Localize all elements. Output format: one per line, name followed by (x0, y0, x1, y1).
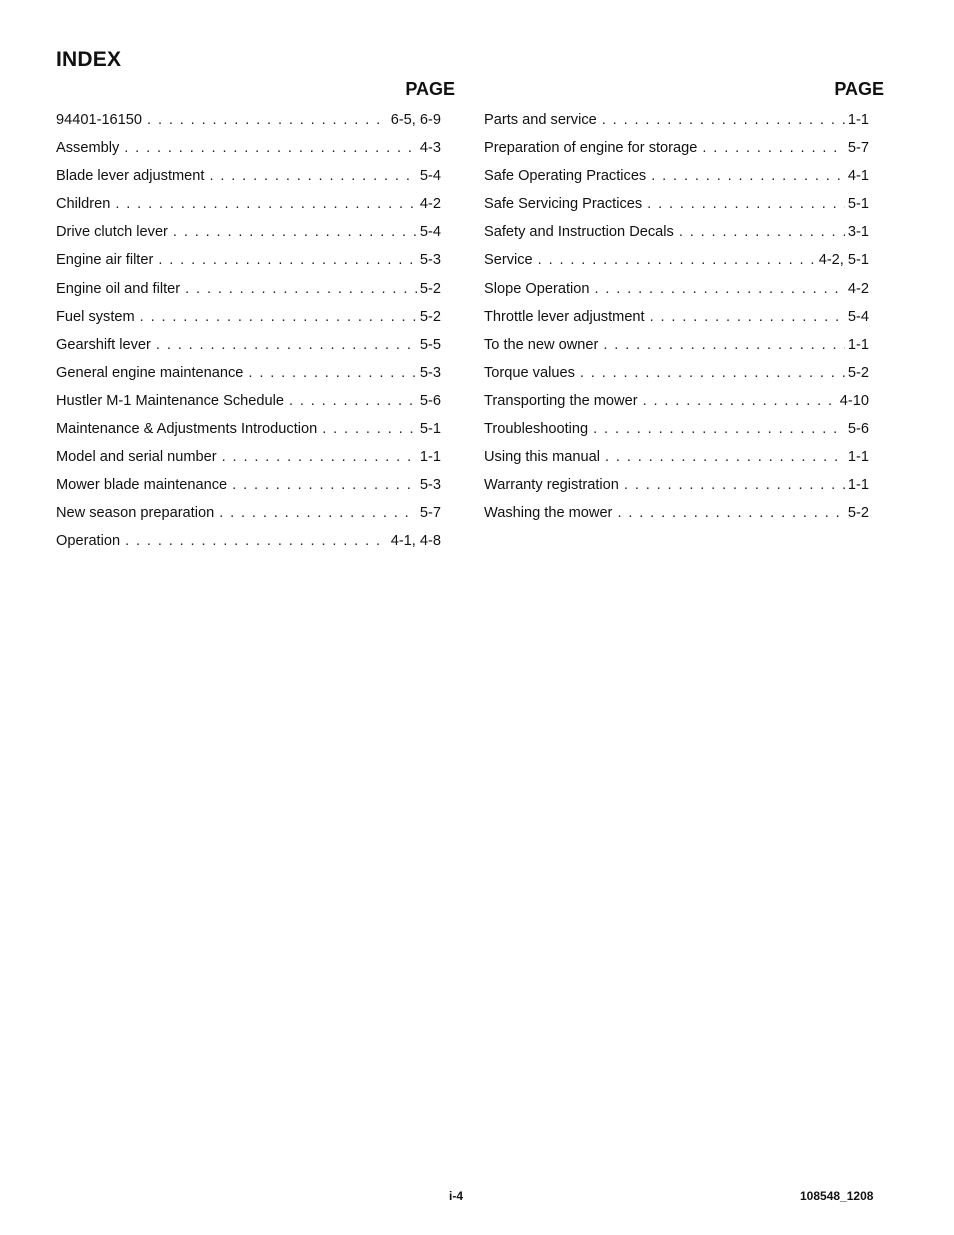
index-term: Engine oil and filter (56, 280, 181, 297)
dot-leader (140, 303, 417, 331)
index-entry (484, 387, 869, 415)
index-page-ref: 4-3 (419, 140, 441, 157)
index-entry (484, 303, 869, 331)
index-term: Operation (56, 533, 121, 550)
index-column-right (484, 78, 884, 527)
index-page-ref: 5-4 (419, 224, 441, 241)
index-term: Gearshift lever (56, 336, 151, 353)
index-page-ref: 5-2 (847, 505, 869, 522)
index-page-ref: 5-2 (419, 308, 441, 325)
dot-leader (173, 218, 417, 246)
index-term: To the new owner (484, 336, 599, 353)
index-entry (56, 331, 441, 359)
dot-leader (209, 162, 416, 190)
index-entry (56, 471, 441, 499)
index-term: 94401-16150 (56, 112, 143, 128)
index-page-ref: 5-4 (847, 308, 869, 325)
index-page-ref: 5-5 (419, 336, 441, 353)
index-page-ref: 5-6 (847, 421, 869, 438)
index-entry (56, 415, 441, 443)
index-term: Parts and service (484, 112, 597, 128)
index-page-ref: 1-1 (847, 477, 869, 494)
index-page-ref: 5-1 (419, 421, 441, 438)
dot-leader (185, 275, 417, 303)
dot-leader (156, 331, 417, 359)
index-list-left (56, 106, 441, 556)
index-term: Safe Operating Practices (484, 168, 647, 185)
index-entry (56, 387, 441, 415)
index-entry (56, 246, 441, 274)
dot-leader (289, 387, 417, 415)
index-page-ref: 1-1 (847, 112, 869, 128)
index-term: Troubleshooting (484, 421, 589, 438)
index-term: Blade lever adjustment (56, 168, 205, 185)
index-page-ref: 5-7 (419, 505, 441, 522)
index-term: Transporting the mower (484, 392, 638, 409)
footer-document-code: 108548_1208 (800, 1189, 874, 1203)
index-entry (56, 162, 441, 190)
index-entry (484, 499, 869, 527)
footer-page-number: i-4 (449, 1189, 464, 1203)
index-entry (56, 134, 441, 162)
index-term: Hustler M-1 Maintenance Schedule (56, 392, 284, 409)
index-term: Preparation of engine for storage (484, 140, 698, 157)
index-page-ref: 4-2, 5-1 (818, 252, 869, 269)
index-page-ref: 5-2 (847, 364, 869, 381)
index-term: Drive clutch lever (56, 224, 168, 241)
index-term: General engine maintenance (56, 364, 244, 381)
index-entry (484, 190, 869, 218)
index-entry (484, 275, 869, 303)
index-term: Fuel system (56, 308, 135, 325)
page-column-header: PAGE (834, 79, 884, 99)
index-entry (484, 359, 869, 387)
index-page-ref: 1-1 (847, 336, 869, 353)
index-page-ref: 4-2 (847, 280, 869, 297)
dot-leader (643, 387, 837, 415)
index-term: Engine air filter (56, 252, 154, 269)
index-entry (484, 415, 869, 443)
index-entry (484, 443, 869, 471)
index-term: Warranty registration (484, 477, 619, 494)
dot-leader (538, 246, 816, 274)
index-entry (56, 190, 441, 218)
index-entry (484, 218, 869, 246)
dot-leader (222, 443, 417, 471)
dot-leader (679, 218, 845, 246)
index-page-ref: 3-1 (847, 224, 869, 241)
index-entry (484, 246, 869, 274)
index-entry (56, 303, 441, 331)
page-title: INDEX (56, 48, 122, 71)
index-entry (56, 359, 441, 387)
dot-leader (624, 471, 845, 499)
index-page-ref: 5-1 (847, 196, 869, 213)
index-page-ref: 4-1 (847, 168, 869, 185)
index-term: Washing the mower (484, 505, 613, 522)
index-entry (56, 527, 441, 555)
index-term: Using this manual (484, 449, 600, 466)
index-list-right (484, 106, 869, 527)
index-page-ref: 5-3 (419, 477, 441, 494)
index-term: Safety and Instruction Decals (484, 224, 674, 241)
index-page-ref: 4-1, 4-8 (390, 533, 441, 550)
dot-leader (158, 246, 417, 274)
dot-leader (125, 527, 388, 555)
dot-leader (617, 499, 844, 527)
index-page-ref: 5-7 (847, 140, 869, 157)
dot-leader (322, 415, 417, 443)
index-page-ref: 1-1 (847, 449, 869, 466)
index-entry (484, 162, 869, 190)
index-entry (56, 499, 441, 527)
index-entry (56, 275, 441, 303)
dot-leader (147, 106, 388, 134)
index-term: New season preparation (56, 505, 215, 522)
dot-leader (115, 190, 417, 218)
index-entry (56, 443, 441, 471)
dot-leader (124, 134, 417, 162)
dot-leader (594, 275, 844, 303)
index-entry (484, 471, 869, 499)
dot-leader (232, 471, 417, 499)
index-page-ref: 5-2 (419, 280, 441, 297)
index-term: Torque values (484, 364, 575, 381)
index-term: Throttle lever adjustment (484, 308, 645, 325)
dot-leader (651, 162, 845, 190)
dot-leader (580, 359, 845, 387)
index-page-ref: 5-3 (419, 252, 441, 269)
index-entry (56, 106, 441, 134)
dot-leader (603, 331, 845, 359)
dot-leader (605, 443, 845, 471)
index-page-ref: 5-3 (419, 364, 441, 381)
index-term: Assembly (56, 140, 120, 157)
dot-leader (650, 303, 845, 331)
index-page-ref: 1-1 (419, 449, 441, 466)
page-column-header: PAGE (405, 79, 455, 99)
index-column-left (56, 78, 455, 556)
index-term: Slope Operation (484, 280, 590, 297)
index-term: Children (56, 196, 111, 213)
index-entry (484, 331, 869, 359)
index-term: Model and serial number (56, 449, 217, 466)
dot-leader (593, 415, 845, 443)
index-entry (56, 218, 441, 246)
index-page-ref: 5-4 (419, 168, 441, 185)
index-entry (484, 106, 869, 134)
index-term: Safe Servicing Practices (484, 196, 643, 213)
dot-leader (647, 190, 845, 218)
index-entry (484, 134, 869, 162)
index-page-ref: 5-6 (419, 392, 441, 409)
index-page-ref: 6-5, 6-9 (390, 112, 441, 128)
index-page-ref: 4-2 (419, 196, 441, 213)
dot-leader (602, 106, 845, 134)
index-term: Mower blade maintenance (56, 477, 228, 494)
index-term: Service (484, 252, 533, 269)
dot-leader (219, 499, 417, 527)
index-page-ref: 4-10 (839, 392, 869, 409)
index-term: Maintenance & Adjustments Introduction (56, 421, 318, 438)
dot-leader (248, 359, 416, 387)
dot-leader (702, 134, 845, 162)
